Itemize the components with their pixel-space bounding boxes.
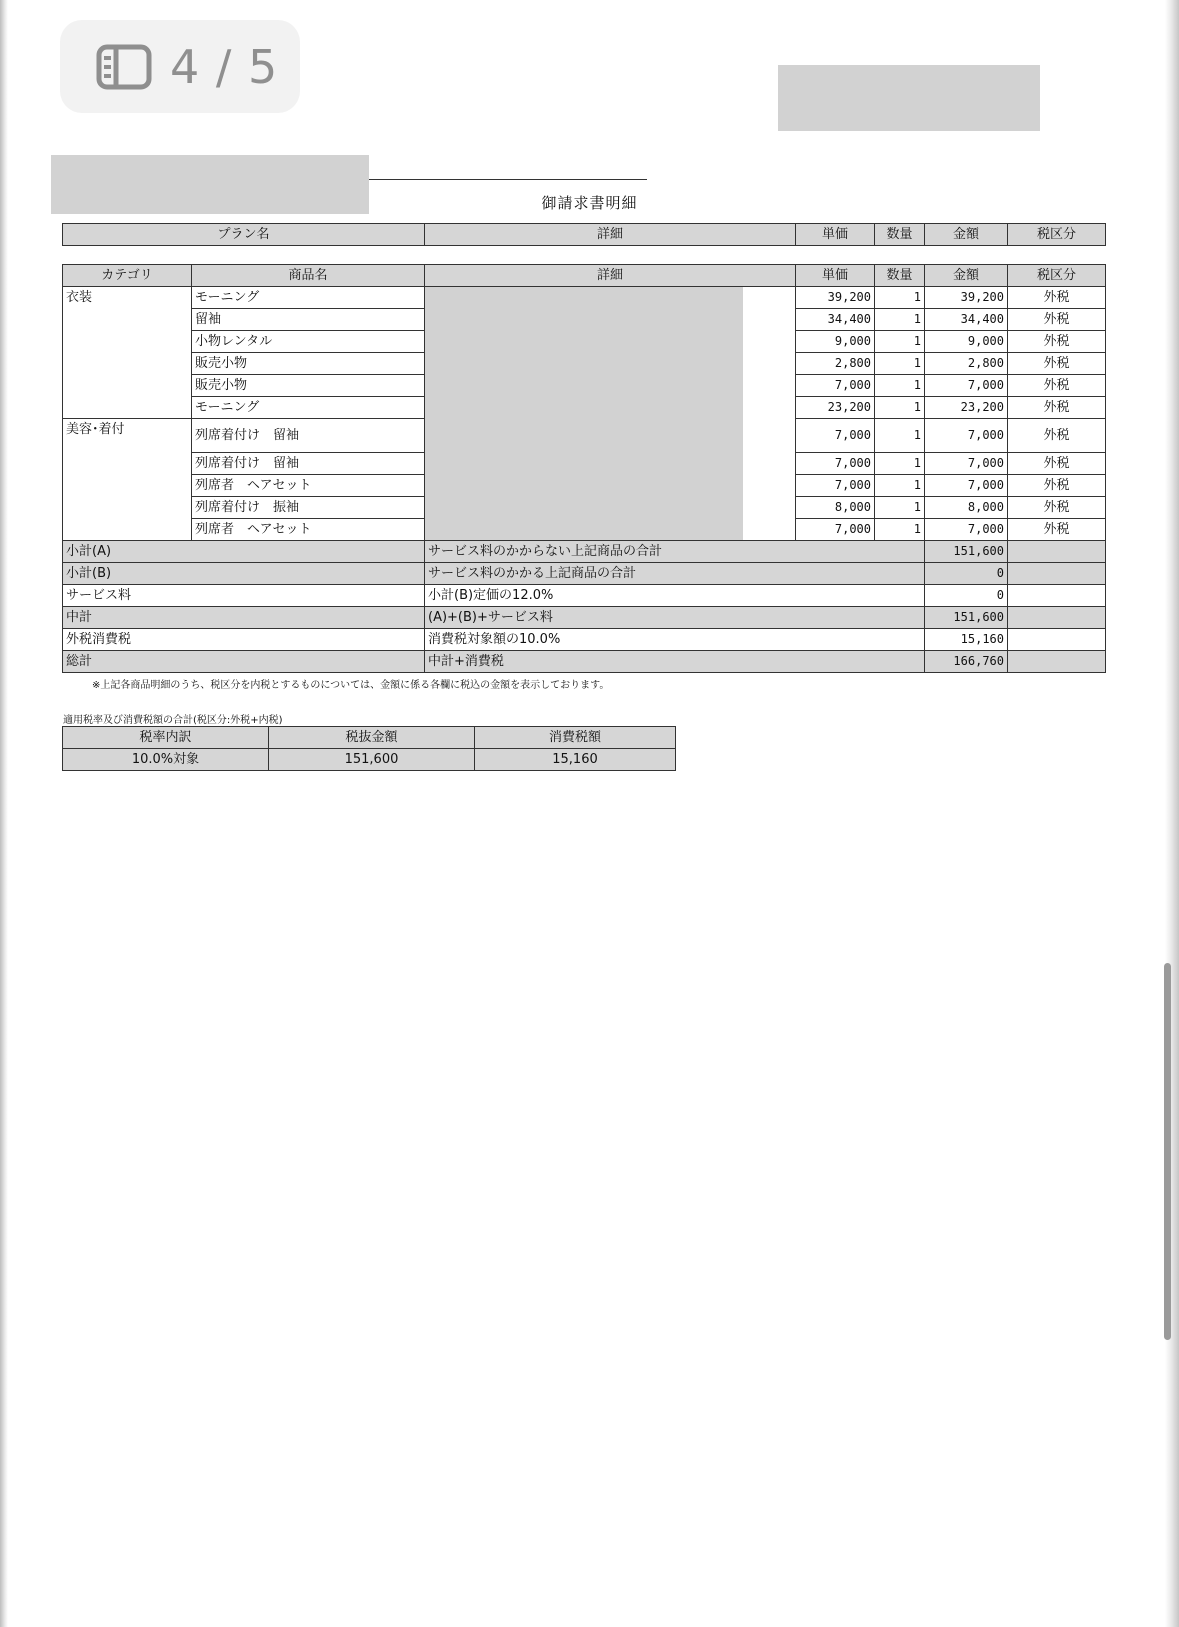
total-tax-cell (1008, 607, 1106, 629)
unit-price-cell: 7,000 (796, 475, 875, 497)
items-header-cell: 単価 (796, 265, 875, 287)
plan-header-cell: 数量 (875, 224, 925, 246)
unit-price-cell: 34,400 (796, 309, 875, 331)
quantity-cell: 1 (875, 453, 925, 475)
plan-header-cell: 詳細 (425, 224, 796, 246)
viewer-scrollbar-thumb[interactable] (1164, 963, 1171, 1340)
total-tax-cell (1008, 563, 1106, 585)
product-name-cell: 列席者 ヘアセット (192, 519, 425, 541)
tax-type-cell: 外税 (1008, 309, 1106, 331)
items-header-cell: 数量 (875, 265, 925, 287)
total-row (63, 585, 1106, 607)
product-name-cell: 列席着付け 留袖 (192, 419, 425, 453)
invoice-items-table (62, 264, 1106, 673)
detail-cell-redacted (425, 287, 796, 541)
amount-cell: 2,800 (925, 353, 1008, 375)
total-label-cell: 総計 (63, 651, 425, 673)
amount-cell: 7,000 (925, 453, 1008, 475)
amount-cell: 23,200 (925, 397, 1008, 419)
amount-cell: 39,200 (925, 287, 1008, 309)
tax-type-cell: 外税 (1008, 519, 1106, 541)
tax-note: ※上記各商品明細のうち、税区分を内税とするものについては、金額に係る各欄に税込の金額を表示しております。 (92, 680, 610, 691)
quantity-cell: 1 (875, 309, 925, 331)
product-name-cell: 列席着付け 留袖 (192, 453, 425, 475)
total-description-cell: 中計+消費税 (425, 651, 925, 673)
amount-cell: 7,000 (925, 519, 1008, 541)
total-amount-cell: 166,760 (925, 651, 1008, 673)
item-row (63, 287, 1106, 309)
tax-summary-header-cell: 税抜金額 (269, 727, 475, 749)
quantity-cell: 1 (875, 331, 925, 353)
unit-price-cell: 39,200 (796, 287, 875, 309)
product-name-cell: 販売小物 (192, 375, 425, 397)
total-description-cell: (A)+(B)+サービス料 (425, 607, 925, 629)
page-counter: 4 / 5 (170, 40, 279, 94)
quantity-cell: 1 (875, 397, 925, 419)
total-amount-cell: 0 (925, 585, 1008, 607)
tax-type-cell: 外税 (1008, 497, 1106, 519)
total-tax-cell (1008, 629, 1106, 651)
tax-summary-header-row (63, 727, 676, 749)
tax-type-cell: 外税 (1008, 453, 1106, 475)
sidebar-pages-icon[interactable] (96, 44, 152, 90)
total-label-cell: 外税消費税 (63, 629, 425, 651)
amount-cell: 7,000 (925, 419, 1008, 453)
product-name-cell: 販売小物 (192, 353, 425, 375)
quantity-cell: 1 (875, 475, 925, 497)
tax-summary-row (63, 749, 676, 771)
total-row (63, 541, 1106, 563)
redacted-block (425, 287, 743, 540)
viewer-left-edge (0, 0, 8, 1627)
quantity-cell: 1 (875, 375, 925, 397)
product-name-cell: モーニング (192, 397, 425, 419)
category-cell: 美容･着付 (63, 419, 192, 541)
unit-price-cell: 7,000 (796, 419, 875, 453)
product-name-cell: 留袖 (192, 309, 425, 331)
plan-header-cell: 単価 (796, 224, 875, 246)
items-header-cell: 金額 (925, 265, 1008, 287)
unit-price-cell: 7,000 (796, 375, 875, 397)
total-description-cell: 消費税対象額の10.0% (425, 629, 925, 651)
total-row (63, 651, 1106, 673)
tax-type-cell: 外税 (1008, 331, 1106, 353)
plan-header-row (63, 224, 1106, 246)
unit-price-cell: 2,800 (796, 353, 875, 375)
amount-cell: 9,000 (925, 331, 1008, 353)
items-header-cell: カテゴリ (63, 265, 192, 287)
unit-price-cell: 7,000 (796, 519, 875, 541)
amount-cell: 7,000 (925, 475, 1008, 497)
items-header-row (63, 265, 1106, 287)
plan-header-cell: プラン名 (63, 224, 425, 246)
tax-type-cell: 外税 (1008, 375, 1106, 397)
items-header-cell: 税区分 (1008, 265, 1106, 287)
total-label-cell: サービス料 (63, 585, 425, 607)
total-label-cell: 小計(A) (63, 541, 425, 563)
quantity-cell: 1 (875, 497, 925, 519)
total-amount-cell: 151,600 (925, 607, 1008, 629)
amount-cell: 7,000 (925, 375, 1008, 397)
plan-header-cell: 税区分 (1008, 224, 1106, 246)
total-label-cell: 小計(B) (63, 563, 425, 585)
tax-type-cell: 外税 (1008, 397, 1106, 419)
total-tax-cell (1008, 651, 1106, 673)
total-label-cell: 中計 (63, 607, 425, 629)
total-description-cell: サービス料のかからない上記商品の合計 (425, 541, 925, 563)
total-row (63, 629, 1106, 651)
unit-price-cell: 8,000 (796, 497, 875, 519)
tax-excluded-amount-cell: 151,600 (269, 749, 475, 771)
page-indicator[interactable] (60, 20, 300, 113)
total-description-cell: サービス料のかかる上記商品の合計 (425, 563, 925, 585)
quantity-cell: 1 (875, 519, 925, 541)
tax-type-cell: 外税 (1008, 287, 1106, 309)
tax-type-cell: 外税 (1008, 475, 1106, 497)
redacted-block (778, 65, 1040, 131)
tax-amount-cell: 15,160 (475, 749, 676, 771)
viewer-scrollbar-track[interactable] (1165, 0, 1179, 1627)
tax-summary-table (62, 726, 676, 771)
total-amount-cell: 0 (925, 563, 1008, 585)
total-tax-cell (1008, 585, 1106, 607)
quantity-cell: 1 (875, 353, 925, 375)
total-row (63, 563, 1106, 585)
tax-summary-header-cell: 消費税額 (475, 727, 676, 749)
unit-price-cell: 9,000 (796, 331, 875, 353)
items-header-cell: 詳細 (425, 265, 796, 287)
unit-price-cell: 7,000 (796, 453, 875, 475)
total-tax-cell (1008, 541, 1106, 563)
tax-type-cell: 外税 (1008, 419, 1106, 453)
amount-cell: 34,400 (925, 309, 1008, 331)
product-name-cell: 列席着付け 振袖 (192, 497, 425, 519)
quantity-cell: 1 (875, 419, 925, 453)
tax-summary-header-cell: 税率内訳 (63, 727, 269, 749)
amount-cell: 8,000 (925, 497, 1008, 519)
items-header-cell: 商品名 (192, 265, 425, 287)
category-cell: 衣装 (63, 287, 192, 419)
tax-summary-caption: 適用税率及び消費税額の合計(税区分:外税+内税) (63, 715, 283, 726)
plan-header-cell: 金額 (925, 224, 1008, 246)
total-amount-cell: 151,600 (925, 541, 1008, 563)
product-name-cell: 小物レンタル (192, 331, 425, 353)
tax-rate-cell: 10.0%対象 (63, 749, 269, 771)
total-amount-cell: 15,160 (925, 629, 1008, 651)
title-rule (369, 179, 647, 180)
document-title: 御請求書明細 (541, 194, 638, 212)
plan-table (62, 223, 1106, 246)
quantity-cell: 1 (875, 287, 925, 309)
product-name-cell: 列席者 ヘアセット (192, 475, 425, 497)
total-row (63, 607, 1106, 629)
tax-type-cell: 外税 (1008, 353, 1106, 375)
total-description-cell: 小計(B)定価の12.0% (425, 585, 925, 607)
product-name-cell: モーニング (192, 287, 425, 309)
unit-price-cell: 23,200 (796, 397, 875, 419)
